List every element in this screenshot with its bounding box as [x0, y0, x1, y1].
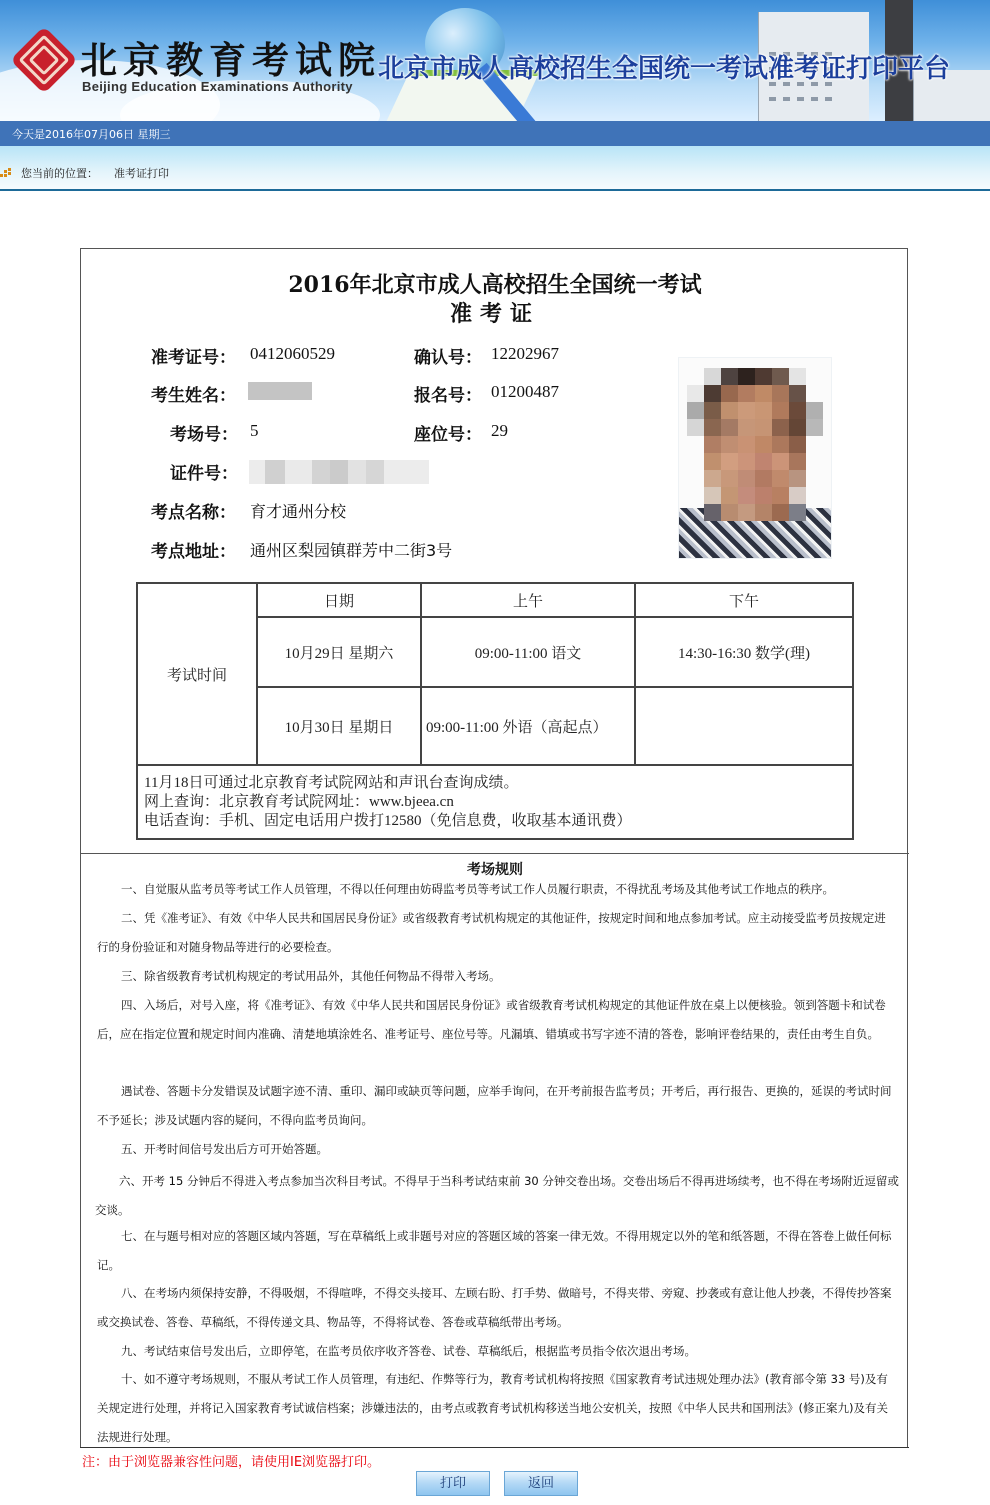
today-date: 今天是2016年07月06日 星期三 — [12, 128, 171, 141]
room-no-value: 5 — [250, 421, 259, 440]
ticket-divider — [80, 853, 909, 854]
confirm-no-value: 12202967 — [491, 344, 559, 363]
note-line: 11月18日可通过北京教育考试院网站和声讯台查询成绩。 — [144, 774, 519, 791]
row2-date: 10月30日 星期日 — [257, 687, 421, 765]
exam-time-header: 考试时间 — [137, 583, 257, 765]
seat-no-label: 座位号： — [414, 425, 482, 445]
candidate-photo — [678, 357, 832, 559]
ticket-title: 2016年北京市成人高校招生全国统一考试 — [288, 272, 702, 298]
header-banner — [0, 0, 990, 121]
col-header-date: 日期 — [257, 583, 421, 617]
name-redacted — [248, 382, 312, 400]
rule-item-1: 一、自觉服从监考员等考试工作人员管理，不得以任何理由妨碍监考员等考试工作人员履行职责，不得扰乱考场及其他考试工作地点的秩序。 — [121, 882, 834, 896]
row2-am: 09:00-11:00 外语（高起点） — [421, 687, 635, 765]
id-no-label: 证件号： — [170, 464, 238, 484]
row1-date: 10月29日 星期六 — [257, 617, 421, 687]
ticket-no-label: 准考证号： — [151, 348, 236, 368]
location-icon — [0, 168, 11, 177]
rule-item-9: 九、考试结束信号发出后，立即停笔，在监考员依序收齐答卷、试卷、草稿纸后，根据监考员指令依次退出考场。 — [121, 1344, 696, 1358]
rule-item-3: 三、除省级教育考试机构规定的考试用品外，其他任何物品不得带入考场。 — [121, 969, 501, 983]
col-header-pm: 下午 — [635, 583, 853, 617]
site-addr-label: 考点地址： — [151, 542, 236, 562]
back-button[interactable]: 返回 — [504, 1471, 578, 1496]
row1-am: 09:00-11:00 语文 — [421, 617, 635, 687]
browser-warning: 注：由于浏览器兼容性问题，请使用IE浏览器打印。 — [82, 1455, 381, 1470]
room-no-label: 考场号： — [170, 425, 238, 445]
rule-item-8: 八、在考场内须保持安静，不得吸烟，不得喧哗，不得交头接耳、左顾右盼、打手势、做暗号，不得夹带、旁窥、抄袭或有意让他人抄袭，不得传抄答案或交换试卷、答卷、草稿纸，不得传递文具、物品等，不得将试卷、答卷或草稿纸带出考场。 — [97, 1286, 892, 1329]
rule-item-4: 四、入场后，对号入座，将《准考证》、有效《中华人民共和国居民身份证》或省级教育考试机构规定的其他证件放在桌上以便核验。领到答题卡和试卷后，应在指定位置和规定时间内准确、清楚地填涂姓名、准考证号、座位号等。凡漏填、错填或书写字迹不清的答卷，影响评卷结果的，责任由考生自负。 — [97, 998, 886, 1041]
score-query-notes — [137, 765, 853, 839]
reg-no-value: 01200487 — [491, 382, 559, 401]
platform-title: 北京市成人高校招生全国统一考试准考证打印平台 — [378, 54, 951, 84]
rule-item-10: 十、如不遵守考场规则，不服从考试工作人员管理，有违纪、作弊等行为，教育考试机构将按照《国家教育考试违规处理办法》(教育部令第 33 号)及有关规定进行处理，并将记入国家教育考试诚信档案；涉嫌违法的，由考点或教育考试机构移送当地公安机关，按照《中华人民共和国刑法》(修正案九)及有关法规进行处理。 — [97, 1372, 888, 1444]
breadcrumb — [0, 146, 990, 191]
note-line: 电话查询：手机、固定电话用户拨打12580（免信息费，收取基本通讯费） — [144, 812, 632, 829]
exam-schedule-table — [136, 582, 854, 840]
note-line: 网上查询：北京教育考试院网址：www.bjeea.cn — [144, 793, 454, 810]
breadcrumb-label: 您当前的位置： — [21, 167, 98, 180]
rules-title: 考场规则 — [467, 862, 523, 878]
row2-pm — [635, 687, 853, 765]
seat-no-value: 29 — [491, 421, 508, 440]
logo-cn-text: 北京教育考试院 — [80, 38, 381, 82]
row1-pm: 14:30-16:30 数学(理) — [635, 617, 853, 687]
breadcrumb-current: 准考证打印 — [114, 167, 169, 180]
rule-item-7: 七、在与题号相对应的答题区域内答题，写在草稿纸上或非题号对应的答题区域的答案一律无效。不得用规定以外的笔和纸答题，不得在答卷上做任何标记。 — [97, 1229, 892, 1272]
confirm-no-label: 确认号： — [414, 348, 482, 368]
site-name-value: 育才通州分校 — [250, 502, 347, 521]
site-name-label: 考点名称： — [151, 503, 236, 523]
ticket-subtitle: 准考证 — [449, 301, 540, 327]
rule-item-5: 五、开考时间信号发出后方可开始答题。 — [121, 1142, 328, 1156]
ticket-no-value: 0412060529 — [250, 344, 335, 363]
rule-item-4b: 遇试卷、答题卡分发错误及试题字迹不清、重印、漏印或缺页等问题，应举手询问，在开考前报告监考员；开考后，再行报告、更换的，延误的考试时间不予延长；涉及试题内容的疑问，不得向监考员询问。 — [97, 1084, 892, 1127]
id-no-redacted — [249, 460, 429, 484]
name-label: 考生姓名： — [151, 386, 236, 406]
print-button[interactable]: 打印 — [416, 1471, 490, 1496]
date-bar — [0, 121, 990, 146]
rule-item-2: 二、凭《准考证》、有效《中华人民共和国居民身份证》或省级教育考试机构规定的其他证件，按规定时间和地点参加考试。应主动接受监考员按规定进行的身份验证和对随身物品等进行的必要检查。 — [97, 911, 886, 954]
rule-item-6: 六、开考 15 分钟后不得进入考点参加当次科目考试。不得早于当科考试结束前 30 分钟交卷出场。交卷出场后不得再进场续考，也不得在考场附近逗留或交谈。 — [95, 1174, 899, 1217]
col-header-am: 上午 — [421, 583, 635, 617]
reg-no-label: 报名号： — [414, 386, 482, 406]
site-addr-value: 通州区梨园镇群芳中二街3号 — [250, 541, 453, 560]
logo-en-text: Beijing Education Examinations Authority — [82, 79, 353, 94]
